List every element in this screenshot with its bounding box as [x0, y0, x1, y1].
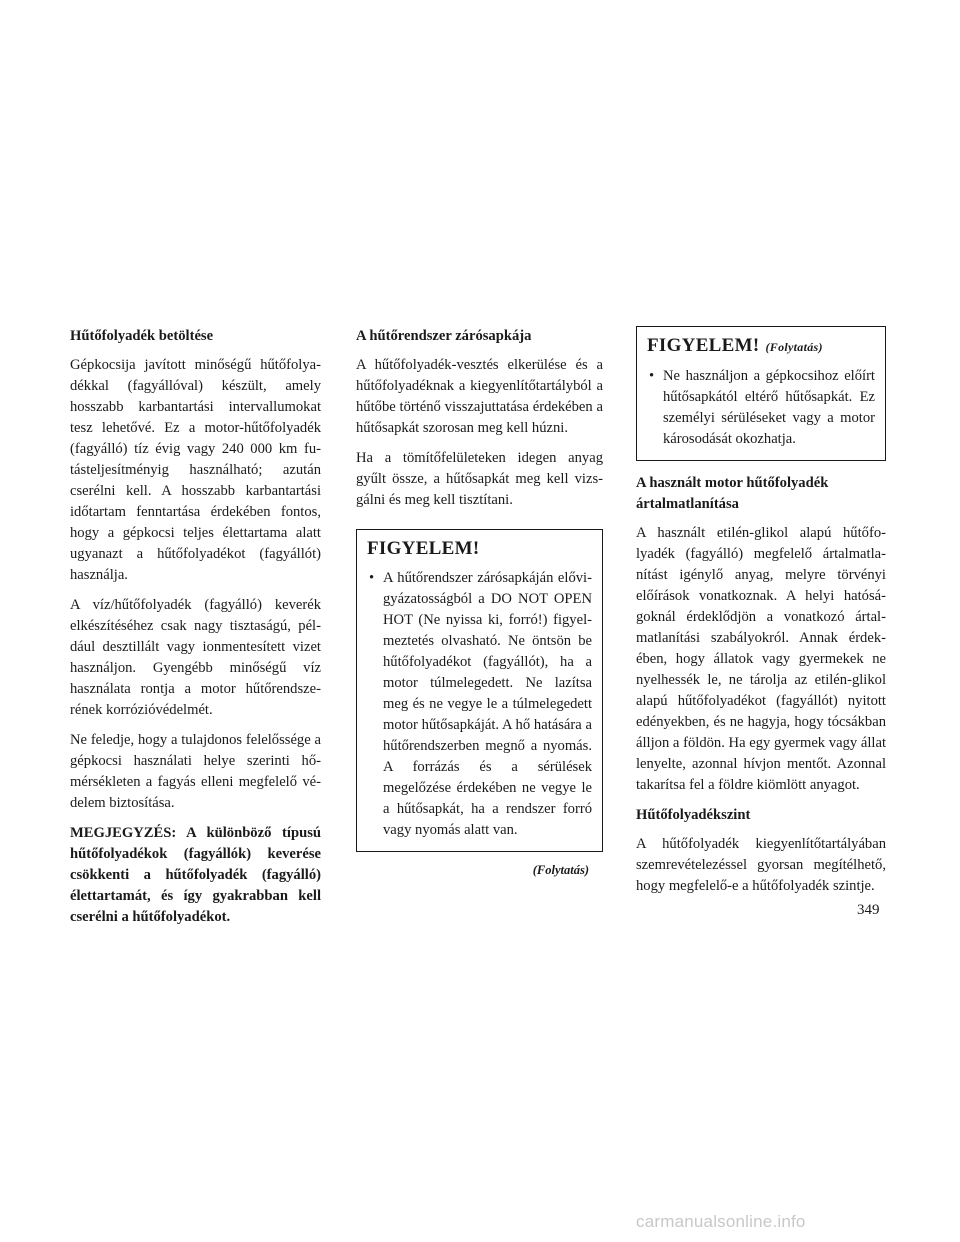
section-heading-coolant-disposal: A használt motor hűtőfolyadék ártalmatlanítása: [636, 475, 829, 512]
section-heading-coolant-fill: Hűtőfolyadék betöltése: [70, 328, 214, 344]
paragraph: A víz/hűtőfolyadék (fagyálló) keverék elkészítéséhez csak nagy tisztaságú, például desztillált vagy ionmentesített vizet használjon. Gyengébb minőségű víz használata rontja a motor hűtőrendszerének korrózióvédelmét.: [70, 597, 321, 718]
note-paragraph: MEGJEGYZÉS: A különböző típusú hűtőfolyadékok (fagyállók) keverése csökkenti a hűtőfolyadék (fagyálló) élettartamát, és így gyakrabban kell cserélni a hűtőfolyadékot.: [70, 825, 321, 925]
paragraph: Ne feledje, hogy a tulajdonos felelőssége a gépkocsi használati helye szerinti hőmérsékleten a fagyás elleni megfelelő védelem biztosítása.: [70, 732, 321, 811]
paragraph: A hűtőfolyadék-vesztés elkerülése és a hűtőfolyadéknak a kiegyenlítőtartályból a hűtőbe történő visszajuttatása érdekében a hűtősapkát szorosan meg kell húzni.: [356, 357, 603, 436]
warning-continued-label: (Folytatás): [765, 340, 823, 354]
warning-list: [647, 366, 875, 450]
column-right: [636, 326, 886, 906]
section-heading-radiator-cap: A hűtőrendszer zárósapkája: [356, 328, 532, 344]
section-heading-coolant-level: Hűtőfolyadékszint: [636, 807, 751, 823]
warning-title: [647, 335, 875, 358]
page-number: 349: [857, 902, 880, 918]
warning-list: [367, 568, 592, 841]
paragraph: A használt etilén-glikol alapú hűtőfolyadék (fagyálló) megfelelő ártalmatlanítást igénylő anyag, melyre törvényi előírások vonatkoznak. A helyi hatóságoknál érdeklődjön a vonatkozó ártalmatlanítási szabályokról. Annak érdekében, hogy állatok vagy gyermekek ne nyelhessék le, ne tárolja az etilén-glikol alapú hűtőfolyadékot (fagyállót) nyitott edényekben, és ne hagyja, hogy tócsákban álljon a földön. Ha egy gyermek vagy állat lenyelte, azonnal hívjon mentőt. Azonnal takarítsa fel a földre kiömlött anyagot.: [636, 525, 886, 793]
footer-watermark: carmanualsonline.info: [636, 1212, 806, 1231]
continued-label: (Folytatás): [532, 863, 589, 877]
warning-box: [356, 529, 603, 852]
paragraph: A hűtőfolyadék kiegyenlítőtartályában szemrevételezéssel gyorsan megítélhető, hogy megfelelő-e a hűtőfolyadék szintje.: [636, 836, 886, 894]
warning-title: FIGYELEM!: [367, 538, 480, 559]
warning-box-continued: [636, 326, 886, 461]
warning-title-text: FIGYELEM!: [647, 335, 760, 356]
column-left: [70, 326, 321, 937]
paragraph: Gépkocsija javított minőségű hűtőfolyadékkal (fagyállóval) készült, amely hosszabb karbantartási intervallumokat tesz lehetővé. Ez a motor-hűtőfolyadék (fagyálló) tíz évig vagy 240 000 km futásteljesítményig használható; azután cserélni kell. A hosszabb karbantartási időtartam fenntartása érdekében fontos, hogy a gépkocsi teljes élettartama alatt ugyanazt a hűtőfolyadékot (fagyállót) használja.: [70, 357, 321, 583]
paragraph: Ha a tömítőfelületeken idegen anyag gyűlt össze, a hűtősapkát meg kell vizsgálni és meg kell tisztítani.: [356, 450, 603, 508]
warning-item: • Ne használjon a gépkocsihoz előírt hűtősapkától eltérő hűtősapkát. Ez személyi sérüléseket vagy a motor károsodását okozhatja.: [647, 366, 875, 450]
warning-item: • A hűtőrendszer zárósapkáján elővigyázatosságból a DO NOT OPEN HOT (Ne nyissa ki, forró!) figyelmeztetés olvasható. Ne öntsön be hűtőfolyadékot (fagyállót), ha a motor túlmelegedett. Ne lazítsa meg és ne vegye le a túlmelegedett motor hűtősapkáját. A hő hatására a hűtőrendszerben megnő a nyomás. A forrázás és a sérülések megelőzése érdekében ne vegye le a hűtősapkát, ha a rendszer forró vagy nyomás alatt van.: [367, 568, 592, 841]
column-middle: [356, 326, 603, 881]
